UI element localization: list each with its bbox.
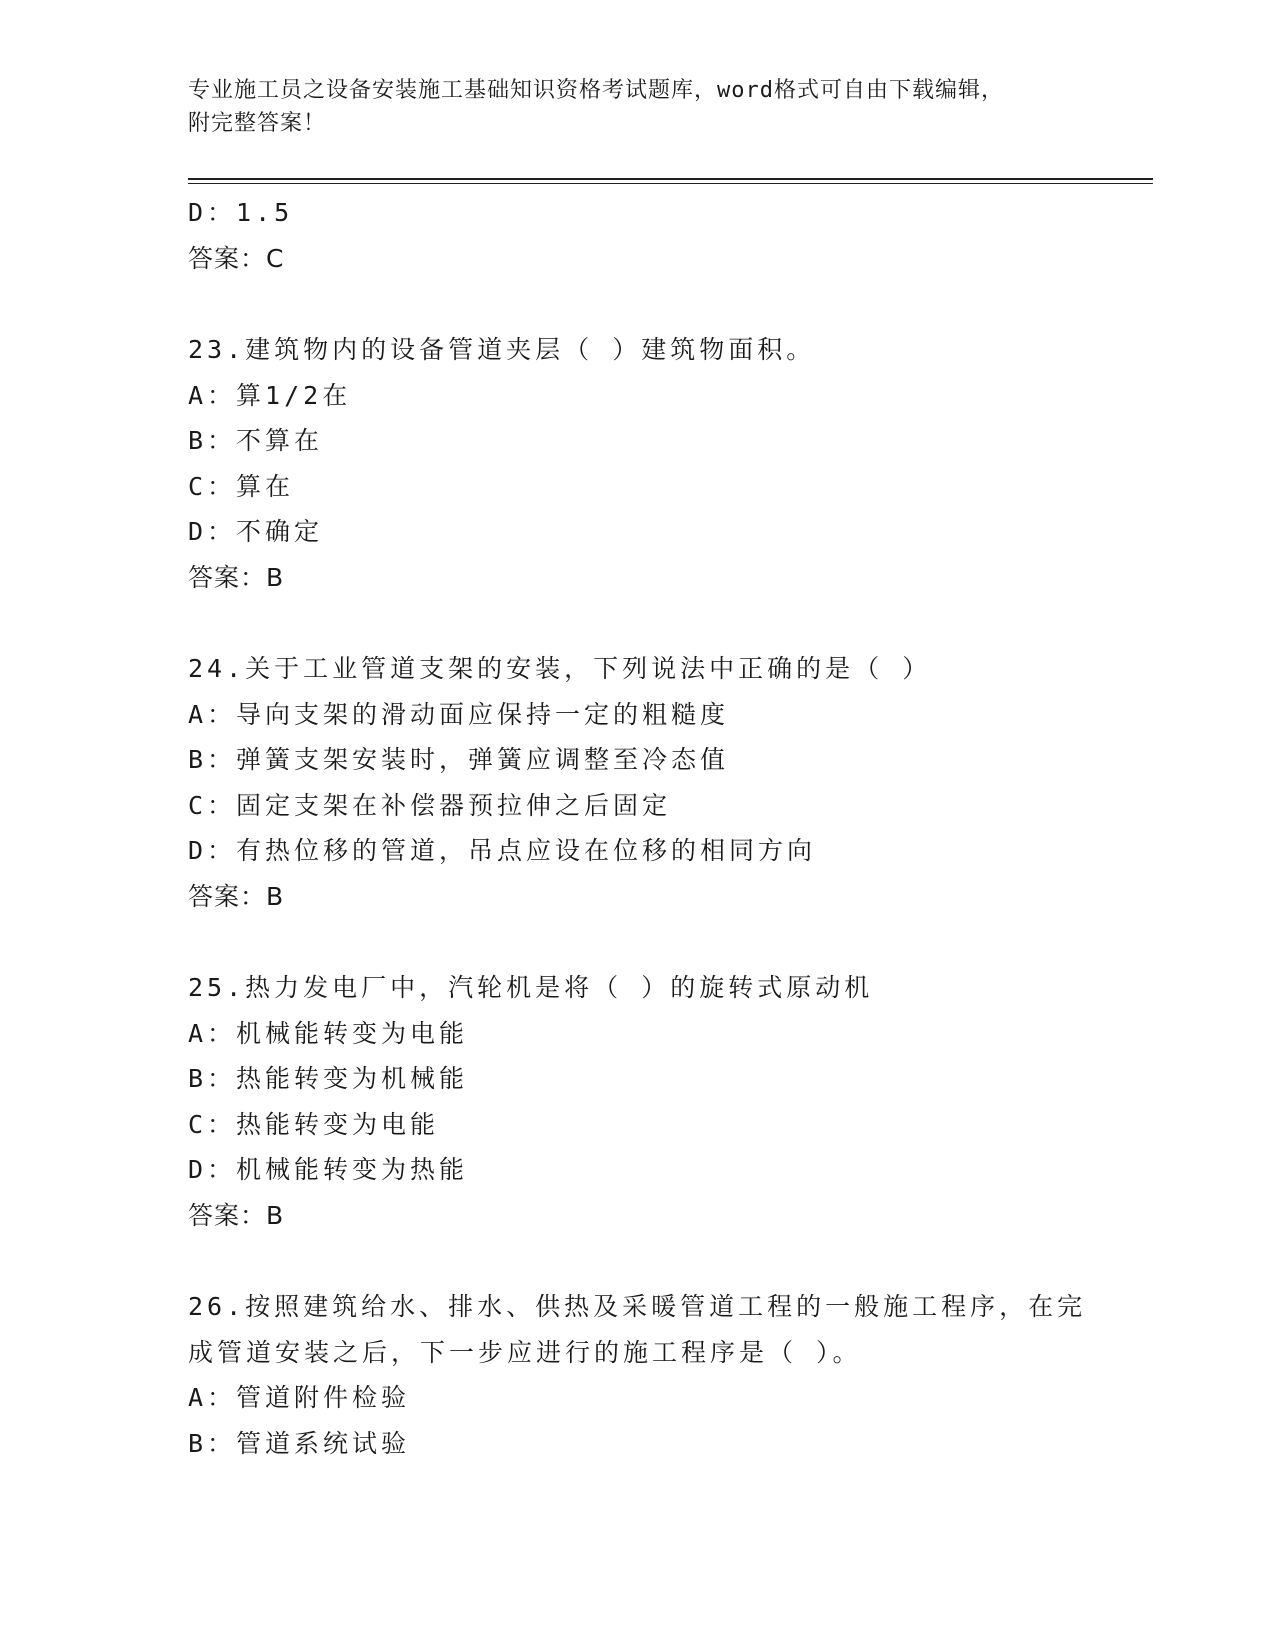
- header-divider-thick: [188, 178, 1153, 180]
- option-d: D：1.5: [188, 198, 294, 227]
- question-25: [188, 965, 1088, 1238]
- question-stem: 24.关于工业管道支架的安装，下列说法中正确的是（ ）: [188, 654, 932, 683]
- option-b: B：弹簧支架安装时，弹簧应调整至冷态值: [188, 745, 730, 774]
- header-divider-thin: [188, 183, 1153, 184]
- answer-line: 答案：B: [188, 881, 285, 911]
- spacer: [188, 281, 1088, 327]
- option-a: A：机械能转变为电能: [188, 1018, 469, 1048]
- spacer: [188, 919, 1088, 965]
- header-line-2: 附完整答案！: [188, 111, 327, 136]
- question-stem: 23.建筑物内的设备管道夹层（ ）建筑物面积。: [188, 335, 816, 364]
- question-24: [188, 646, 1088, 919]
- answer-line: 答案：B: [188, 562, 285, 592]
- option-b: B：管道系统试验: [188, 1428, 411, 1458]
- option-a: A：算1/2在: [188, 380, 352, 410]
- option-b: B：热能转变为机械能: [188, 1064, 469, 1093]
- option-c: C：热能转变为电能: [188, 1109, 440, 1139]
- question-list: [188, 190, 1088, 1466]
- option-c: C：算在: [188, 471, 295, 501]
- option-c: C：固定支架在补偿器预拉伸之后固定: [188, 790, 672, 820]
- spacer: [188, 1238, 1088, 1284]
- option-d: D：机械能转变为热能: [188, 1155, 469, 1184]
- answer-line: 答案：B: [188, 1200, 285, 1230]
- header-line-1: 专业施工员之设备安装施工基础知识资格考试题库，word格式可自由下载编辑，: [188, 78, 1004, 103]
- spacer: [188, 600, 1088, 646]
- document-header: [188, 74, 1068, 140]
- option-d: D：有热位移的管道，吊点应设在位移的相同方向: [188, 836, 817, 865]
- question-stem: 25.热力发电厂中，汽轮机是将（ ）的旋转式原动机: [188, 973, 874, 1002]
- option-d: D：不确定: [188, 517, 324, 546]
- option-a: A：导向支架的滑动面应保持一定的粗糙度: [188, 699, 730, 729]
- option-b: B：不算在: [188, 426, 324, 455]
- question-stem-line-2: 成管道安装之后，下一步应进行的施工程序是（ ）。: [188, 1337, 862, 1367]
- question-22-tail: [188, 190, 1088, 281]
- option-a: A：管道附件检验: [188, 1383, 411, 1412]
- answer-line: 答案：C: [188, 243, 285, 273]
- question-26: [188, 1284, 1088, 1466]
- question-stem-line-1: 26.按照建筑给水、排水、供热及采暖管道工程的一般施工程序，在完: [188, 1292, 1087, 1321]
- question-23: [188, 327, 1088, 600]
